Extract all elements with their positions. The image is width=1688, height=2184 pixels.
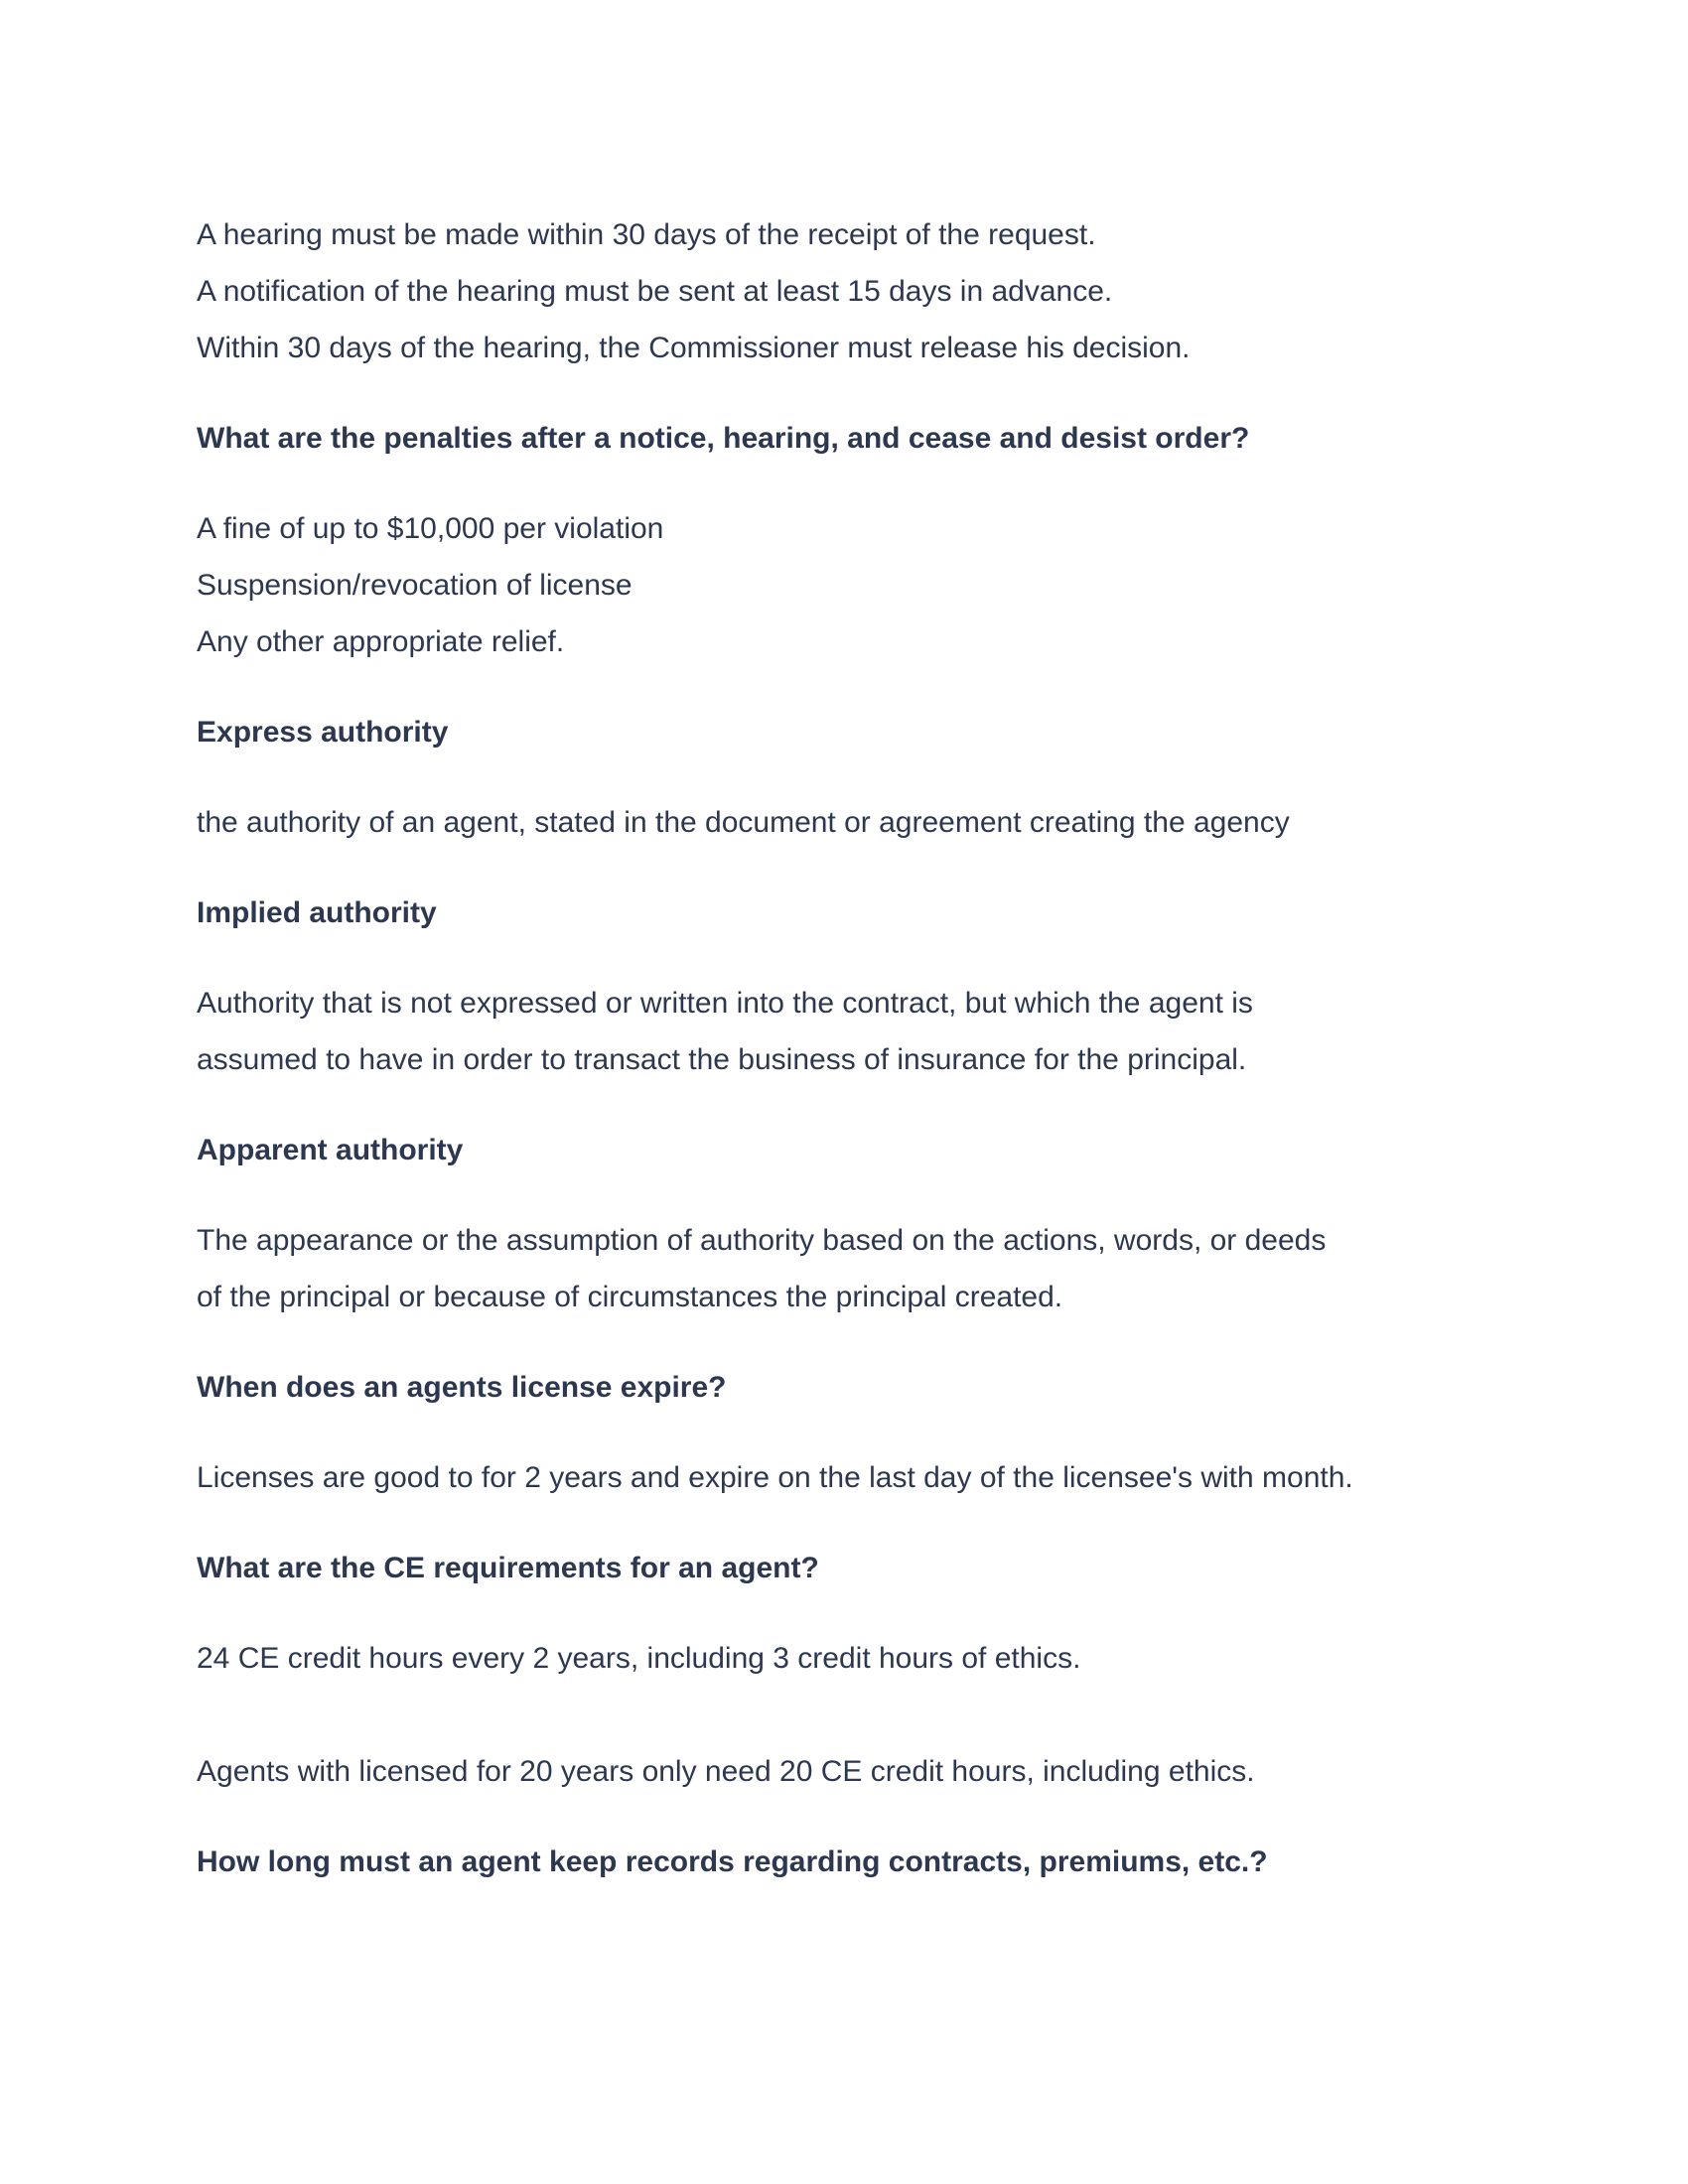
- heading-ce-requirements-question: [197, 1540, 1497, 1596]
- heading-text: How long must an agent keep records regarding contracts, premiums, etc.?: [197, 1845, 1268, 1878]
- paragraph-apparent-authority-definition: [197, 1212, 1497, 1325]
- heading-text: Apparent authority: [197, 1134, 464, 1166]
- text-line: The appearance or the assumption of authority based on the actions, words, or deeds: [197, 1224, 1327, 1257]
- text-line: Within 30 days of the hearing, the Commissioner must release his decision.: [197, 332, 1191, 364]
- text-line: A hearing must be made within 30 days of the receipt of the request.: [197, 218, 1096, 251]
- text-line: Authority that is not expressed or written into the contract, but which the agent is: [197, 987, 1253, 1020]
- text-line: Agents with licensed for 20 years only need 20 CE credit hours, including ethics.: [197, 1755, 1255, 1788]
- paragraph-penalties-list: [197, 500, 1497, 670]
- heading-text: What are the CE requirements for an agent?: [197, 1552, 819, 1584]
- paragraph-ce-requirements-answer: [197, 1630, 1497, 1800]
- paragraph-hearing-rules: [197, 206, 1497, 376]
- heading-implied-authority: [197, 885, 1497, 941]
- paragraph-license-expire-answer: [197, 1449, 1497, 1506]
- text-line: Suspension/revocation of license: [197, 569, 633, 602]
- text-line: Licenses are good to for 2 years and expire on the last day of the licensee's with month.: [197, 1461, 1353, 1494]
- heading-text: What are the penalties after a notice, hearing, and cease and desist order?: [197, 422, 1250, 455]
- heading-license-expire-question: [197, 1359, 1497, 1416]
- heading-penalties-question: [197, 410, 1497, 467]
- heading-apparent-authority: [197, 1122, 1497, 1178]
- heading-text: Express authority: [197, 716, 449, 749]
- heading-express-authority: [197, 704, 1497, 760]
- text-line: assumed to have in order to transact the business of insurance for the principal.: [197, 1043, 1247, 1076]
- heading-records-question: [197, 1834, 1497, 1890]
- text-line: 24 CE credit hours every 2 years, including 3 credit hours of ethics.: [197, 1642, 1081, 1675]
- text-line: A fine of up to $10,000 per violation: [197, 512, 664, 545]
- heading-text: Implied authority: [197, 896, 437, 929]
- paragraph-implied-authority-definition: [197, 975, 1497, 1088]
- text-line: A notification of the hearing must be sent at least 15 days in advance.: [197, 275, 1113, 308]
- document-page: [197, 206, 1497, 1924]
- text-line-blank: [197, 1687, 1497, 1743]
- paragraph-express-authority-definition: [197, 794, 1497, 851]
- text-line: of the principal or because of circumstances the principal created.: [197, 1281, 1063, 1313]
- heading-text: When does an agents license expire?: [197, 1371, 727, 1404]
- text-line: Any other appropriate relief.: [197, 625, 565, 658]
- text-line: the authority of an agent, stated in the document or agreement creating the agency: [197, 806, 1290, 839]
